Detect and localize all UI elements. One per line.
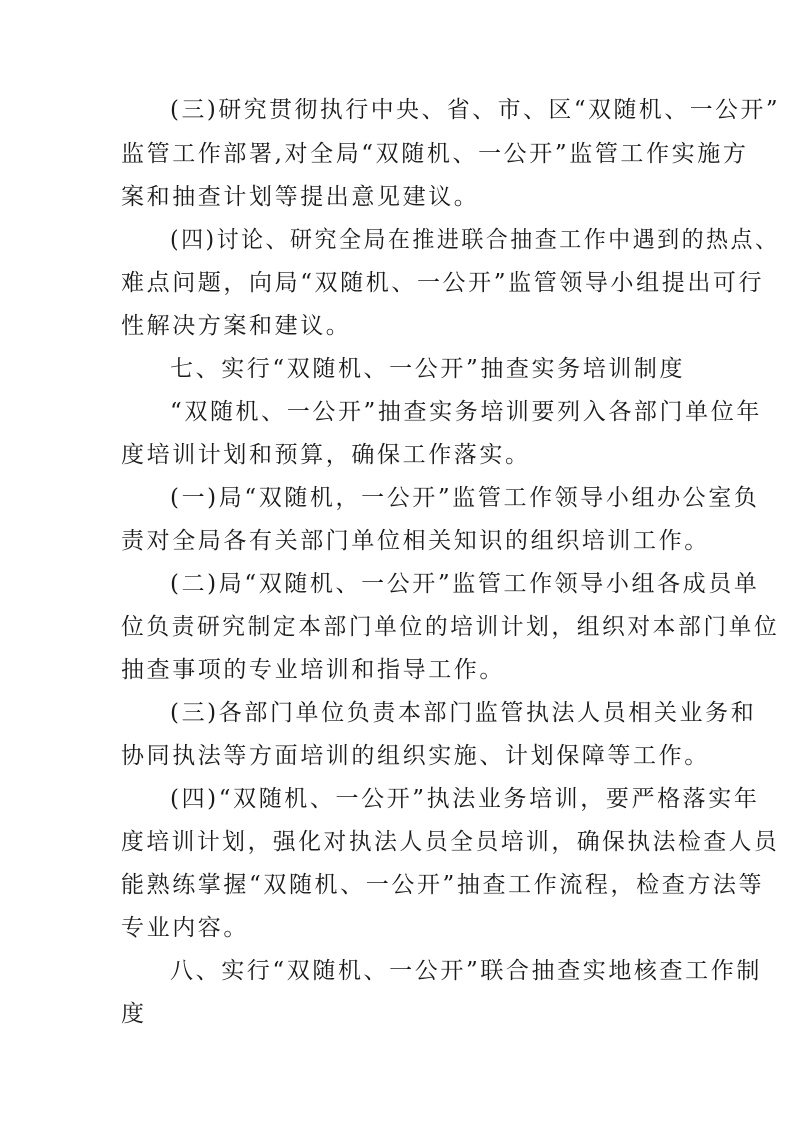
text-line: 监管工作部署,对全局“双随机、一公开”监管工作实施方 bbox=[121, 141, 749, 167]
text-line: (三)研究贯彻执行中央、省、市、区“双随机、一公开” bbox=[170, 97, 781, 123]
text-line: (二)局“双随机、一公开”监管工作领导小组各成员单 bbox=[170, 571, 760, 597]
text-line: 协同执法等方面培训的组织实施、计划保障等工作。 bbox=[121, 743, 710, 769]
section-heading: 七、实行“双随机、一公开”抽查实务培训制度 bbox=[170, 356, 686, 382]
text-line: (一)局“双随机，一公开”监管工作领导小组办公室负 bbox=[170, 485, 760, 511]
text-line: 能熟练掌握“双随机、一公开”抽查工作流程，检查方法等 bbox=[121, 872, 765, 898]
text-line: 专业内容。 bbox=[121, 915, 249, 941]
text-line: (三)各部门单位负责本部门监管执法人员相关业务和 bbox=[170, 700, 757, 726]
text-line: 性解决方案和建议。 bbox=[121, 313, 352, 339]
text-line: (四)讨论、研究全局在推进联合抽查工作中遇到的热点、 bbox=[170, 227, 780, 253]
text-line: 度培训计划，强化对执法人员全员培训，确保执法检查人员 bbox=[121, 829, 780, 855]
text-line: 度培训计划和预算，确保工作落实。 bbox=[121, 442, 531, 468]
text-line: (四)“双随机、一公开”执法业务培训，要严格落实年 bbox=[170, 786, 760, 812]
text-line: 案和抽查计划等提出意见建议。 bbox=[121, 184, 480, 210]
text-line: 责对全局各有关部门单位相关知识的组织培训工作。 bbox=[121, 528, 710, 554]
section-heading-continued: 度 bbox=[121, 1001, 147, 1027]
section-heading: 八、实行“双随机、一公开”联合抽查实地核查工作制 bbox=[170, 958, 762, 984]
text-line: “双随机、一公开”抽查实务培训要列入各部门单位年 bbox=[170, 399, 762, 425]
text-line: 抽查事项的专业培训和指导工作。 bbox=[121, 657, 505, 683]
text-line: 位负责研究制定本部门单位的培训计划，组织对本部门单位 bbox=[121, 614, 780, 640]
text-line: 难点问题，向局“双随机、一公开”监管领导小组提出可行 bbox=[121, 270, 765, 296]
